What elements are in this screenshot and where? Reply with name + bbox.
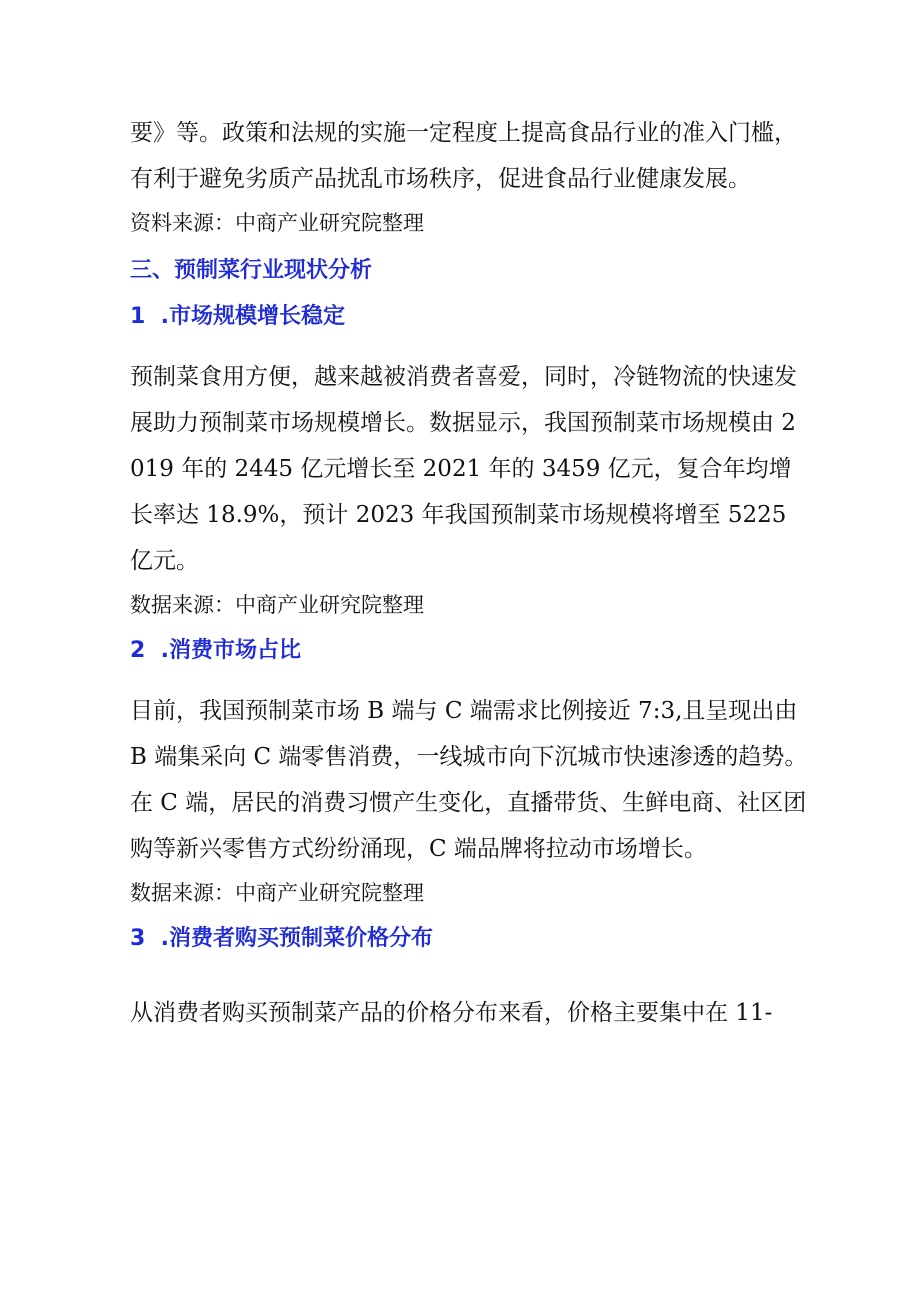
subheading-price-distribution: 3 .消费者购买预制菜价格分布 [130,926,433,951]
source-note: 资料来源：中商产业研究院整理 [130,211,424,235]
price-distribution-paragraph: 从消费者购买预制菜产品的价格分布来看，价格主要集中在 11- [130,1000,773,1026]
source-note: 数据来源：中商产业研究院整理 [130,881,424,905]
policy-paragraph: 要》等。政策和法规的实施一定程度上提高食品行业的准入门槛，有利于避免劣质产品扰乱市场秩序，促进食品行业健康发展。 [130,120,797,192]
section-heading: 三、预制菜行业现状分析 [130,258,373,283]
subheading-consumer-share: 2 .消费市场占比 [130,638,301,663]
source-note: 数据来源：中商产业研究院整理 [130,593,424,617]
document-page [130,110,810,1036]
market-size-paragraph: 预制菜食用方便，越来越被消费者喜爱，同时，冷链物流的快速发展助力预制菜市场规模增长。数据显示，我国预制菜市场规模由 2019 年的 2445 亿元增长至 2021 年的 3459 亿元，复合年均增长率达 18.9%，预计 2023 年我国预制菜市场规模将增至 5225 亿元。 [130,364,797,574]
consumer-share-paragraph: 目前，我国预制菜市场 B 端与 C 端需求比例接近 7:3,且呈现出由 B 端集采向 C 端零售消费，一线城市向下沉城市快速渗透的趋势。在 C 端，居民的消费习惯产生变化，直播带货、生鲜电商、社区团购等新兴零售方式纷纷涌现，C 端品牌将拉动市场增长。 [130,698,808,862]
subheading-market-size: 1 .市场规模增长稳定 [130,304,345,329]
